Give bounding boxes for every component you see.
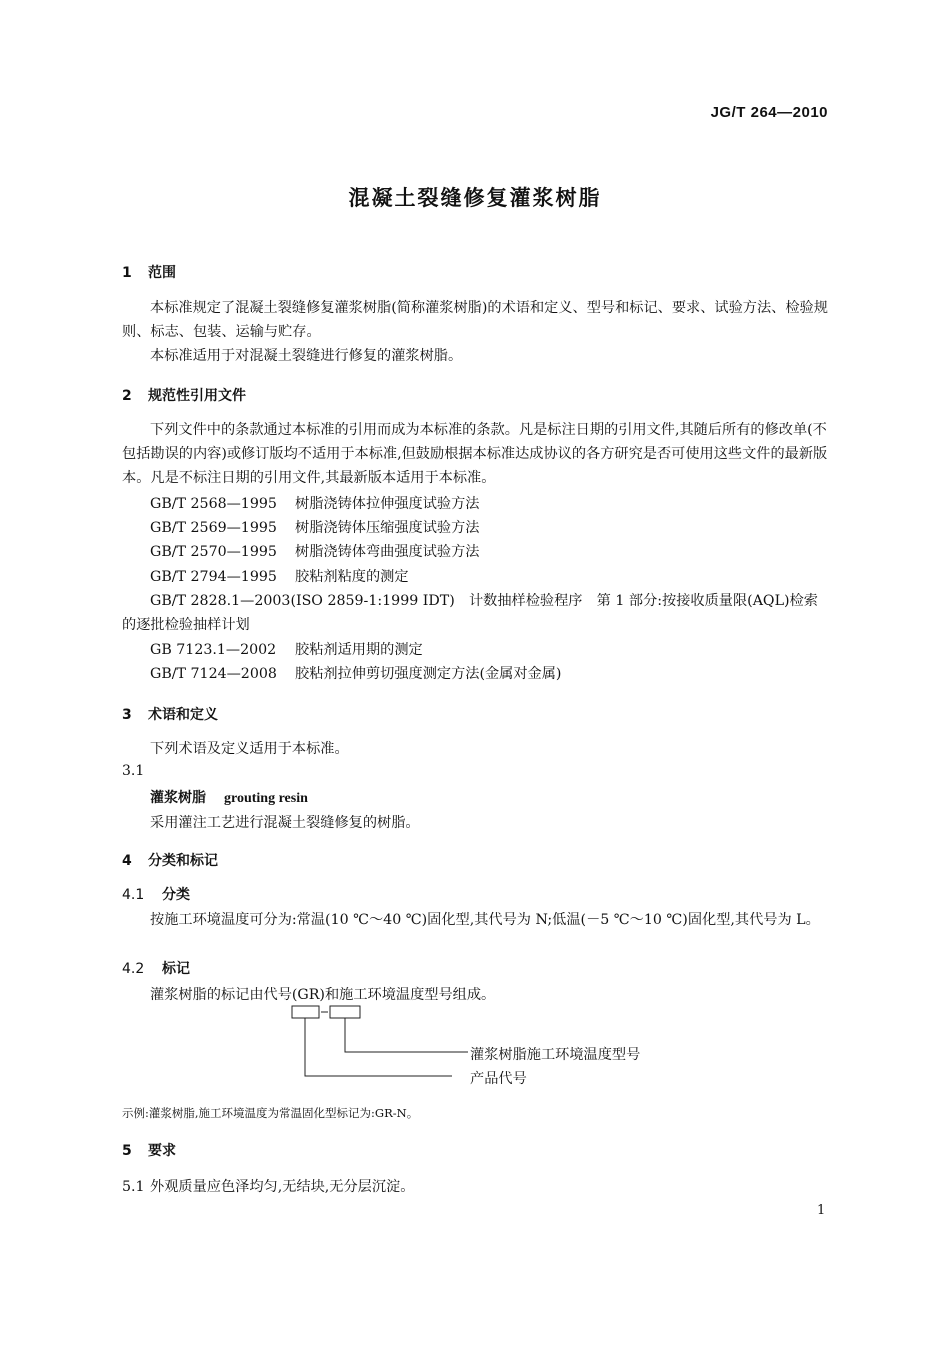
- subsection-4-1-heading: [122, 884, 190, 904]
- leader-line-temperature: [345, 1018, 468, 1052]
- reference-item: [150, 492, 479, 516]
- reference-item: [122, 589, 830, 637]
- document-title: 混凝土裂缝修复灌浆树脂: [348, 186, 602, 210]
- section-3-heading: [122, 704, 218, 724]
- example-note: 示例:灌浆树脂,施工环境温度为常温固化型标记为:GR-N。: [122, 1106, 419, 1120]
- reference-item: [150, 662, 561, 686]
- section-5-heading: [122, 1140, 176, 1160]
- product-code-box: [292, 1006, 319, 1018]
- term-english: grouting resin: [224, 791, 308, 806]
- reference-title: 胶粘剂拉伸剪切强度测定方法(金属对金属): [295, 666, 562, 682]
- section-title: 术语和定义: [148, 707, 218, 723]
- reference-code: GB 7123.1—2002: [150, 642, 277, 658]
- subsection-4-1-text: 按施工环境温度可分为:常温(10 ℃～40 ℃)固化型,其代号为 N;低温(－5 ℃～10 ℃)固化型,其代号为 L。: [150, 912, 820, 928]
- section-2-paragraph-1: 下列文件中的条款通过本标准的引用而成为本标准的条款。凡是标注日期的引用文件,其随后所有的修改单(不包括勘误的内容)或修订版均不适用于本标准,但鼓励根据本标准达成协议的各方研究是否可使用这些文件的最新版本。凡是不标注日期的引用文件,其最新版本适用于本标准。: [122, 422, 828, 486]
- reference-code: GB/T 2570—1995: [150, 544, 277, 560]
- reference-code: GB/T 2794—1995: [150, 569, 277, 585]
- page-number: 1: [817, 1203, 826, 1218]
- subsection-number: 5.1: [122, 1179, 145, 1195]
- reference-item: [150, 540, 479, 564]
- subsection-4-2-heading: [122, 958, 190, 978]
- reference-item: [150, 516, 479, 540]
- section-3-paragraph-1: 下列术语及定义适用于本标准。: [150, 741, 349, 757]
- section-number: 4: [122, 853, 132, 869]
- reference-title: 树脂浇铸体压缩强度试验方法: [295, 520, 480, 536]
- term-chinese: 灌浆树脂: [150, 790, 206, 806]
- section-title: 范围: [148, 265, 176, 281]
- subsection-number: 4.1: [122, 887, 145, 903]
- reference-title: 树脂浇铸体拉伸强度试验方法: [295, 496, 480, 512]
- standard-code: JG/T 264—2010: [710, 104, 828, 121]
- section-number: 3: [122, 707, 132, 723]
- section-number: 2: [122, 388, 132, 404]
- reference-item: [150, 565, 409, 589]
- section-1-heading: [122, 262, 176, 282]
- reference-title: 树脂浇铸体弯曲强度试验方法: [295, 544, 480, 560]
- subsection-3-1-number: 3.1: [122, 763, 145, 779]
- subsection-title: 标记: [162, 961, 190, 977]
- section-title: 规范性引用文件: [148, 388, 246, 404]
- reference-code: GB/T 7124—2008: [150, 666, 277, 682]
- temperature-type-box: [330, 1006, 360, 1018]
- section-1-paragraph-2: 本标准适用于对混凝土裂缝进行修复的灌浆树脂。: [150, 348, 463, 364]
- section-4-heading: [122, 850, 218, 870]
- section-number: 5: [122, 1143, 132, 1159]
- subsection-4-2-text: 灌浆树脂的标记由代号(GR)和施工环境温度型号组成。: [150, 987, 496, 1003]
- term-definition: 采用灌注工艺进行混凝土裂缝修复的树脂。: [150, 815, 420, 831]
- reference-code: GB/T 2828.1—2003(ISO 2859-1:1999 IDT): [150, 593, 455, 609]
- term-entry: [150, 787, 308, 807]
- subsection-text: 外观质量应色泽均匀,无结块,无分层沉淀。: [150, 1179, 415, 1195]
- section-2-heading: [122, 385, 246, 405]
- subsection-number: 4.2: [122, 961, 145, 977]
- reference-title: 胶粘剂粘度的测定: [295, 569, 409, 585]
- leader-line-product: [305, 1018, 452, 1076]
- reference-title: 计数抽样检验程序 第 1 部分:按接收质量限(AQL)检索的逐批检验抽样计划: [122, 593, 818, 633]
- reference-code: GB/T 2569—1995: [150, 520, 277, 536]
- diagram-label-product-code: 产品代号: [470, 1071, 527, 1087]
- reference-title: 胶粘剂适用期的测定: [295, 642, 423, 658]
- section-title: 分类和标记: [148, 853, 218, 869]
- subsection-title: 分类: [162, 887, 190, 903]
- diagram-label-temperature-type: 灌浆树脂施工环境温度型号: [470, 1047, 641, 1063]
- reference-code: GB/T 2568—1995: [150, 496, 277, 512]
- section-title: 要求: [148, 1143, 176, 1159]
- subsection-5-1: [122, 1175, 414, 1199]
- section-number: 1: [122, 265, 132, 281]
- section-1-paragraph-1: 本标准规定了混凝土裂缝修复灌浆树脂(简称灌浆树脂)的术语和定义、型号和标记、要求、试验方法、检验规则、标志、包装、运输与贮存。: [122, 300, 828, 340]
- reference-item: [150, 638, 423, 662]
